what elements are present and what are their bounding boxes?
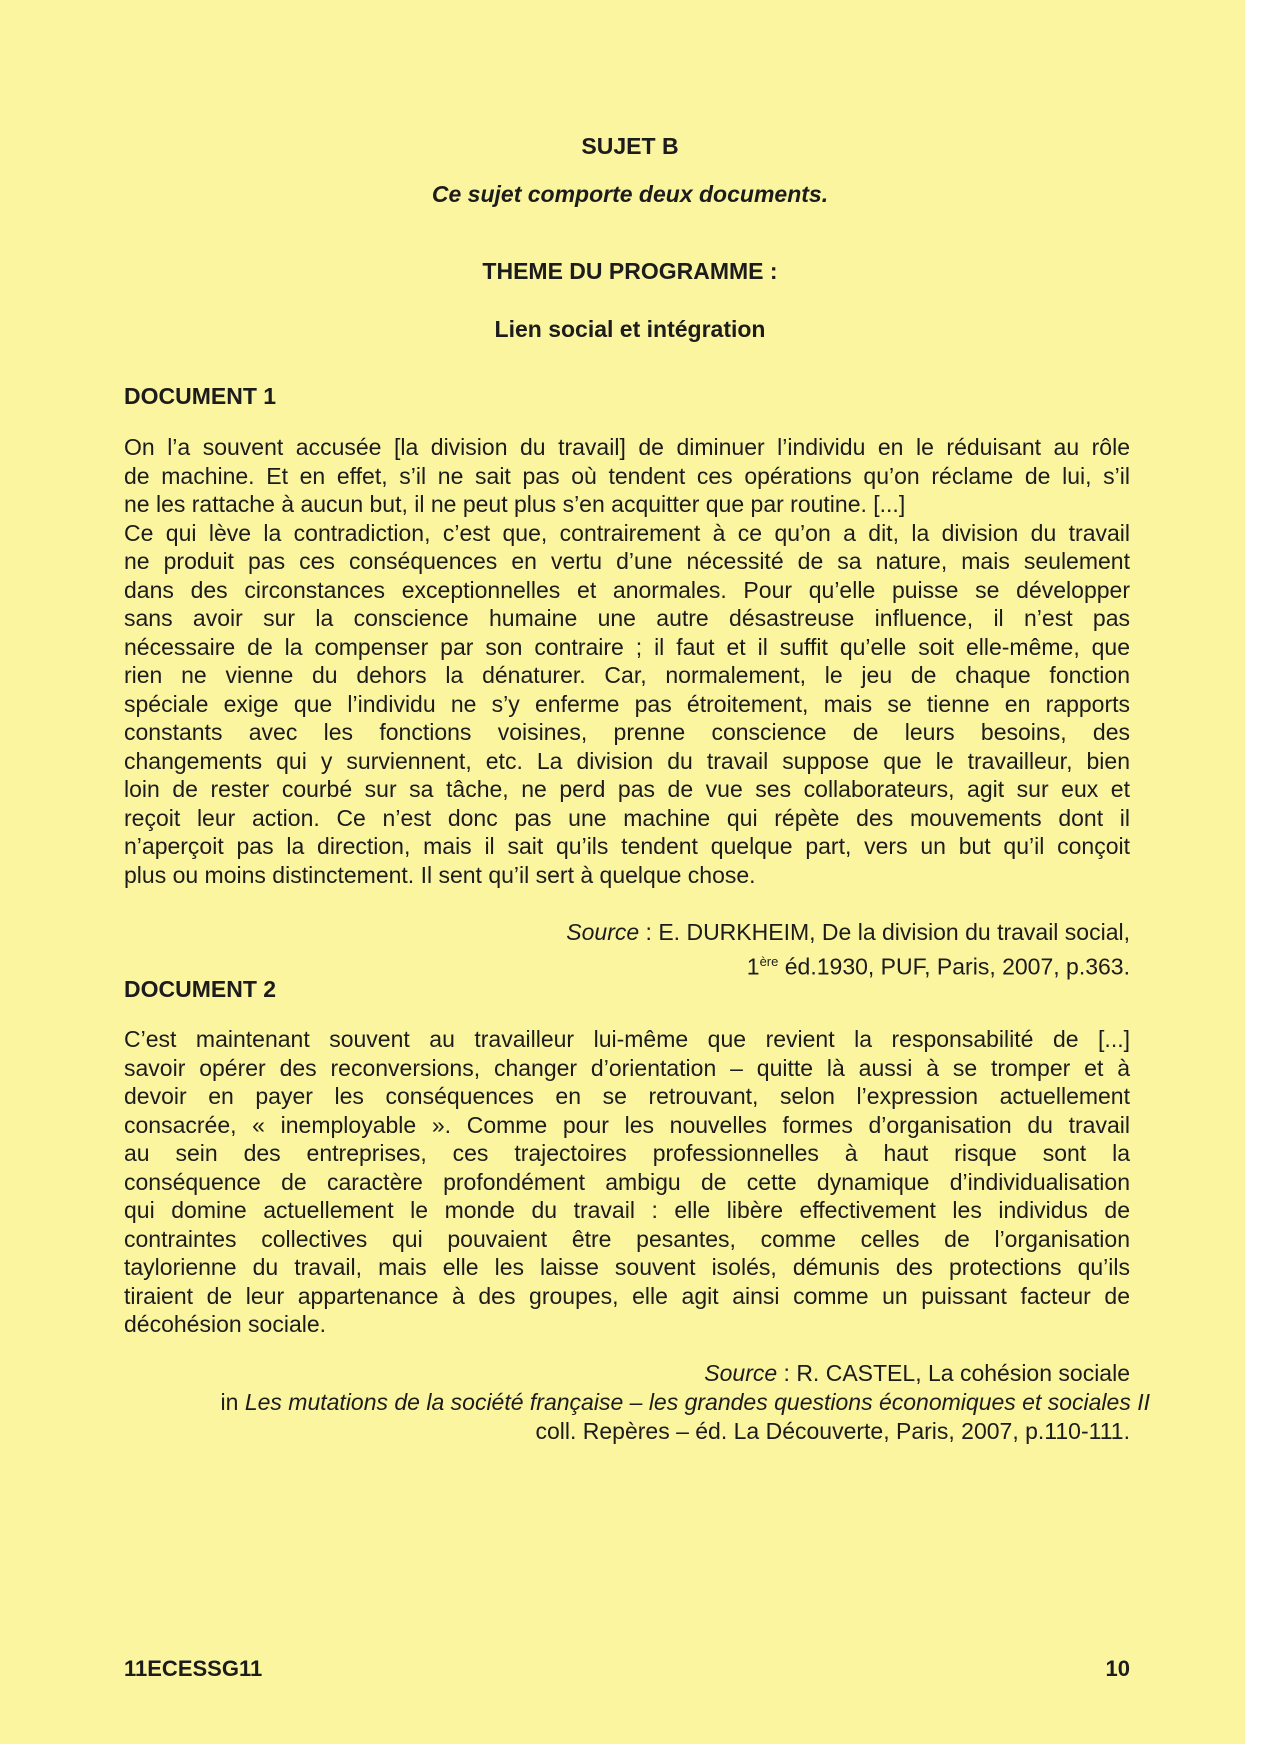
text-line: changements qui y surviennent, etc. La division du travail suppose que le travailleur, bien xyxy=(124,747,1130,774)
source-publication: éd.1930, PUF, Paris, 2007, p.363. xyxy=(778,953,1130,980)
text-line: C’est maintenant souvent au travailleur lui-même que revient la responsabilité de [...] xyxy=(124,1026,1130,1052)
text-line: qui domine actuellement le monde du travail : elle libère effectivement les individus de xyxy=(124,1197,1130,1223)
text-line: au sein des entreprises, ces trajectoires professionnelles à haut risque sont la xyxy=(124,1140,1130,1166)
text-line: rien ne vienne du dehors la dénaturer. Car, normalement, le jeu de chaque fonction xyxy=(124,662,1130,688)
text-line: ne produit pas ces conséquences en vertu d’une nécessité de sa nature, mais seulement xyxy=(124,548,1130,574)
source-book-title: Les mutations de la société française – les grandes questions économiques et sociales II xyxy=(244,1389,1150,1415)
source-line xyxy=(124,1359,1130,1388)
source-line xyxy=(124,1388,1150,1417)
source-line xyxy=(566,947,1130,982)
document-2-title: DOCUMENT 2 xyxy=(124,976,277,1002)
text-line: consacrée, « inemployable ». Comme pour les nouvelles formes d’organisation du travail xyxy=(124,1111,1130,1138)
text-line: contraintes collectives qui pouvaient être pesantes, comme celles de l’organisation xyxy=(124,1225,1130,1252)
text-line: ne les rattache à aucun but, il ne peut plus s’en acquitter que par routine. [...] xyxy=(124,491,906,517)
text-line: dans des circonstances exceptionnelles et anormales. Pour qu’elle puisse se développer xyxy=(124,576,1130,603)
text-line: reçoit leur action. Ce n’est donc pas une machine qui répète des mouvements dont il xyxy=(124,804,1130,831)
text-line: n’aperçoit pas la direction, mais il sait qu’ils tendent quelque part, vers un but qu’il conçoit xyxy=(124,833,1130,859)
source-line xyxy=(566,918,1130,947)
program-theme-heading: THEME DU PROGRAMME : xyxy=(482,258,778,284)
exam-code: 11ECESSG11 xyxy=(124,1656,263,1681)
source-prefix: in xyxy=(220,1389,245,1415)
source-label: Source xyxy=(704,1360,778,1386)
text-line: sans avoir sur la conscience humaine une autre désastreuse influence, il n’est pas xyxy=(124,605,1130,631)
program-theme-name: Lien social et intégration xyxy=(494,316,766,342)
text-line: devoir en payer les conséquences en se retrouvant, selon l’expression actuellement xyxy=(124,1083,1130,1109)
source-label: Source xyxy=(566,919,640,945)
source-text: : R. CASTEL, La cohésion sociale xyxy=(777,1360,1130,1386)
text-line: décohésion sociale. xyxy=(124,1311,327,1337)
text-line: On l’a souvent accusée [la division du travail] de diminuer l’individu en le réduisant au rôle xyxy=(124,434,1130,460)
document-1-source xyxy=(566,918,1130,982)
subject-intro: Ce sujet comporte deux documents. xyxy=(431,181,829,207)
text-line: tiraient de leur appartenance à des groupes, elle agit ainsi comme un puissant facteur de xyxy=(124,1282,1130,1309)
text-line: spéciale exige que l’individu ne s’y enferme pas étroitement, mais se tienne en rapports xyxy=(124,690,1130,717)
text-line: taylorienne du travail, mais elle les laisse souvent isolés, démunis des protections qu’ils xyxy=(124,1254,1130,1280)
text-line: plus ou moins distinctement. Il sent qu’il sert à quelque chose. xyxy=(124,861,756,888)
edition-number: 1 xyxy=(746,953,760,980)
source-publication: coll. Repères – éd. La Découverte, Paris, 2007, p.110-111. xyxy=(535,1418,1130,1444)
text-line: conséquence de caractère profondément ambigu de cette dynamique d’individualisation xyxy=(124,1168,1130,1195)
source-text: : E. DURKHEIM, De la division du travail social, xyxy=(639,919,1130,945)
source-line xyxy=(124,1417,1130,1446)
text-line: de machine. Et en effet, s’il ne sait pas où tendent ces opérations qu’on réclame de lui, s’il xyxy=(124,462,1130,489)
document-1-text xyxy=(124,433,1130,889)
text-line: constants avec les fonctions voisines, prenne conscience de leurs besoins, des xyxy=(124,719,1130,745)
text-line: Ce qui lève la contradiction, c’est que, contrairement à ce qu’on a dit, la division du travail xyxy=(124,519,1130,546)
text-line: loin de rester courbé sur sa tâche, ne perd pas de vue ses collaborateurs, agit sur eux et xyxy=(124,776,1130,802)
document-1-title: DOCUMENT 1 xyxy=(124,383,277,409)
subject-title: SUJET B xyxy=(581,133,679,159)
page-number: 10 xyxy=(1105,1656,1130,1681)
text-line: savoir opérer des reconversions, changer d’orientation – quitte là aussi à se tromper et à xyxy=(124,1054,1130,1081)
edition-superscript: ère xyxy=(759,954,779,969)
text-line: nécessaire de la compenser par son contraire ; il faut et il suffit qu’elle soit elle-même, que xyxy=(124,633,1130,660)
document-2-source xyxy=(124,1359,1150,1446)
document-2-text xyxy=(124,1025,1130,1339)
